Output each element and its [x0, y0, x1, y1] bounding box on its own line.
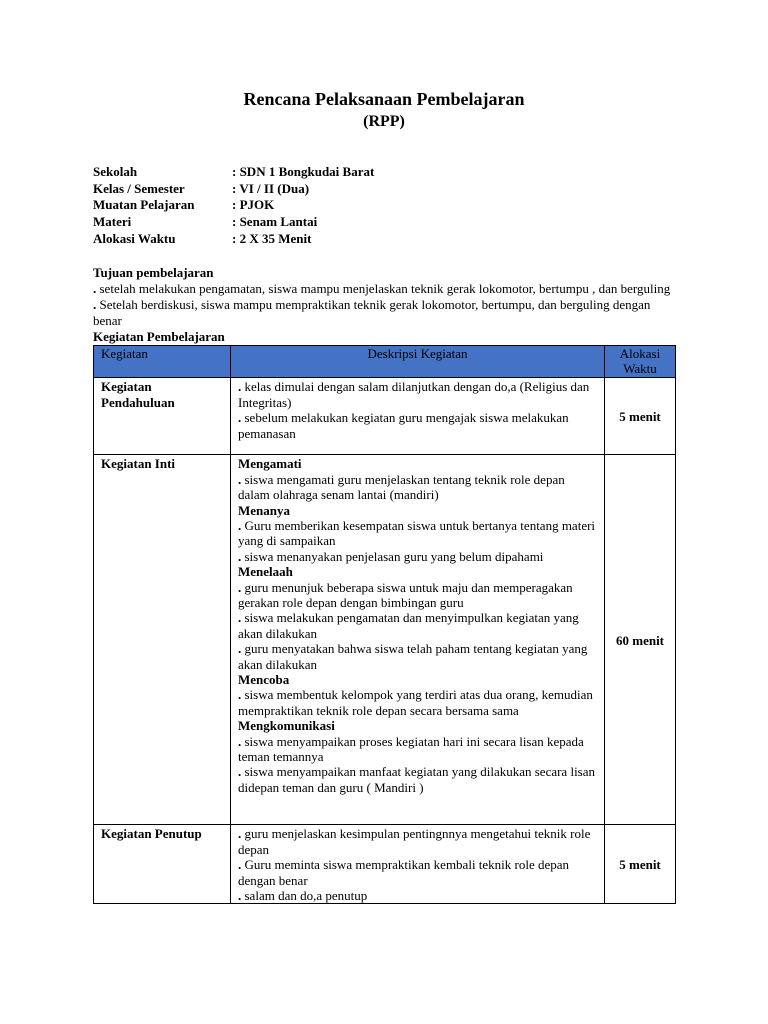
activities-table — [93, 345, 676, 905]
activity-description — [231, 455, 605, 825]
activities-heading: Kegiatan Pembelajaran — [93, 328, 225, 344]
description-item: . guru menjelaskan kesimpulan pentingnnya mengetahui teknik role depan — [238, 826, 591, 857]
info-row-materi — [93, 214, 675, 231]
description-text: siswa menyampaikan manfaat kegiatan yang dilakukan secara lisan didepan teman dan guru ( Mandiri ) — [238, 764, 596, 795]
goals-section — [93, 265, 675, 329]
description-item: . siswa menyampaikan proses kegiatan hari ini secara lisan kepada teman temannya — [238, 733, 584, 765]
description-text: sebelum melakukan kegiatan guru mengajak siswa melakukan pemanasan — [238, 410, 569, 441]
goal-text: setelah melakukan pengamatan, siswa mampu menjelaskan teknik gerak lokomotor, bertumpu , dan berguling — [99, 280, 671, 296]
goal-item: . setelah melakukan pengamatan, siswa mampu menjelaskan teknik gerak lokomotor, bertumpu , dan berguling — [93, 280, 671, 296]
table-body — [94, 378, 676, 904]
column-header: Alokasi Waktu — [605, 345, 676, 378]
description-item: . siswa menyampaikan manfaat kegiatan yang dilakukan secara lisan didepan teman dan guru ( Mandiri ) — [238, 764, 596, 795]
info-label: Alokasi Waktu — [93, 230, 176, 246]
description-item: . siswa menanyakan penjelasan guru yang belum dipahami — [238, 548, 544, 564]
description-item: . sebelum melakukan kegiatan guru mengajak siswa melakukan pemanasan — [238, 410, 569, 441]
phase-heading: Menanya — [238, 502, 290, 518]
column-header: Deskripsi Kegiatan — [231, 345, 605, 378]
description-item: . siswa membentuk kelompok yang terdiri atas dua orang, kemudian mempraktikan teknik role depan secara bersama sama — [238, 687, 593, 718]
document-subtitle: (RPP) — [363, 113, 405, 130]
goal-text: Setelah berdiskusi, siswa mampu mempraktikan teknik gerak lokomotor, bertumpu, dan berguling dengan benar — [93, 296, 651, 328]
phase-heading: Mencoba — [238, 672, 290, 688]
info-row-muatan — [93, 197, 675, 214]
description-text: guru menjelaskan kesimpulan pentingnnya mengetahui teknik role depan — [238, 826, 591, 857]
column-header: Kegiatan — [94, 345, 231, 378]
info-block — [93, 164, 675, 248]
info-row-sekolah — [93, 164, 675, 181]
info-value: : Senam Lantai — [232, 214, 318, 230]
description-item: . Guru meminta siswa mempraktikan kembali teknik role depan dengan benar — [238, 857, 570, 888]
description-item: . siswa melakukan pengamatan dan menyimpulkan kegiatan yang akan dilakukan — [238, 610, 579, 641]
phase-heading: Mengkomunikasi — [238, 718, 335, 734]
description-text: siswa menanyakan penjelasan guru yang belum dipahami — [244, 548, 544, 564]
info-row-kelas — [93, 181, 675, 198]
info-label: Materi — [93, 214, 132, 230]
description-text: guru menyatakan bahwa siswa telah paham tentang kegiatan yang akan dilakukan — [238, 641, 588, 672]
document-title: Rencana Pelaksanaan Pembelajaran — [243, 89, 525, 109]
description-text: guru menunjuk beberapa siswa untuk maju dan memperagakan gerakan role depan dengan bimbingan guru — [238, 579, 573, 610]
description-text: salam dan do,a penutup — [244, 887, 368, 903]
activity-name: Kegiatan Penutup — [94, 825, 231, 904]
info-label: Sekolah — [93, 164, 138, 179]
phase-heading: Mengamati — [238, 456, 302, 472]
info-value: : SDN 1 Bongkudai Barat — [232, 164, 375, 179]
description-item: . salam dan do,a penutup — [238, 887, 368, 903]
document-page — [93, 88, 675, 904]
description-text: kelas dimulai dengan salam dilanjutkan dengan do,a (Religius dan Integritas) — [238, 379, 590, 410]
activity-description — [231, 378, 605, 455]
description-item: . Guru memberikan kesempatan siswa untuk bertanya tentang materi yang di sampaikan — [238, 517, 596, 549]
description-item: . guru menyatakan bahwa siswa telah paham tentang kegiatan yang akan dilakukan — [238, 641, 588, 672]
table-row — [94, 455, 676, 825]
description-item: . guru menunjuk beberapa siswa untuk maju dan memperagakan gerakan role depan dengan bimbingan guru — [238, 579, 573, 610]
description-text: Guru memberikan kesempatan siswa untuk bertanya tentang materi yang di sampaikan — [238, 517, 596, 549]
table-row — [94, 378, 676, 455]
goals-heading: Tujuan pembelajaran — [93, 264, 214, 280]
info-label: Muatan Pelajaran — [93, 197, 195, 213]
activity-name: Kegiatan Pendahuluan — [94, 378, 231, 455]
goal-item: . Setelah berdiskusi, siswa mampu mempraktikan teknik gerak lokomotor, bertumpu, dan berguling dengan benar — [93, 296, 651, 328]
description-item: . siswa mengamati guru menjelaskan tentang teknik role depan dalam olahraga senam lantai (mandiri) — [238, 471, 565, 503]
description-text: siswa mengamati guru menjelaskan tentang teknik role depan dalam olahraga senam lantai (mandiri) — [238, 471, 565, 503]
table-header-row — [94, 345, 676, 378]
description-text: siswa menyampaikan proses kegiatan hari ini secara lisan kepada teman temannya — [238, 733, 584, 765]
activity-duration: 5 menit — [605, 825, 676, 904]
activity-duration: 5 menit — [605, 378, 676, 455]
info-value: : PJOK — [232, 197, 275, 213]
description-text: siswa membentuk kelompok yang terdiri atas dua orang, kemudian mempraktikan teknik role depan secara bersama sama — [238, 687, 593, 718]
info-value: : VI / II (Dua) — [232, 180, 310, 196]
info-value: : 2 X 35 Menit — [232, 230, 312, 246]
info-row-alokasi — [93, 231, 675, 248]
activity-description — [231, 825, 605, 904]
info-label: Kelas / Semester — [93, 180, 185, 196]
description-text: siswa melakukan pengamatan dan menyimpulkan kegiatan yang akan dilakukan — [238, 610, 579, 641]
description-item: . kelas dimulai dengan salam dilanjutkan dengan do,a (Religius dan Integritas) — [238, 379, 590, 410]
phase-heading: Menelaah — [238, 564, 293, 580]
activity-name: Kegiatan Inti — [94, 455, 231, 825]
table-row — [94, 825, 676, 904]
description-text: Guru meminta siswa mempraktikan kembali teknik role depan dengan benar — [238, 857, 570, 888]
activity-duration: 60 menit — [605, 455, 676, 825]
